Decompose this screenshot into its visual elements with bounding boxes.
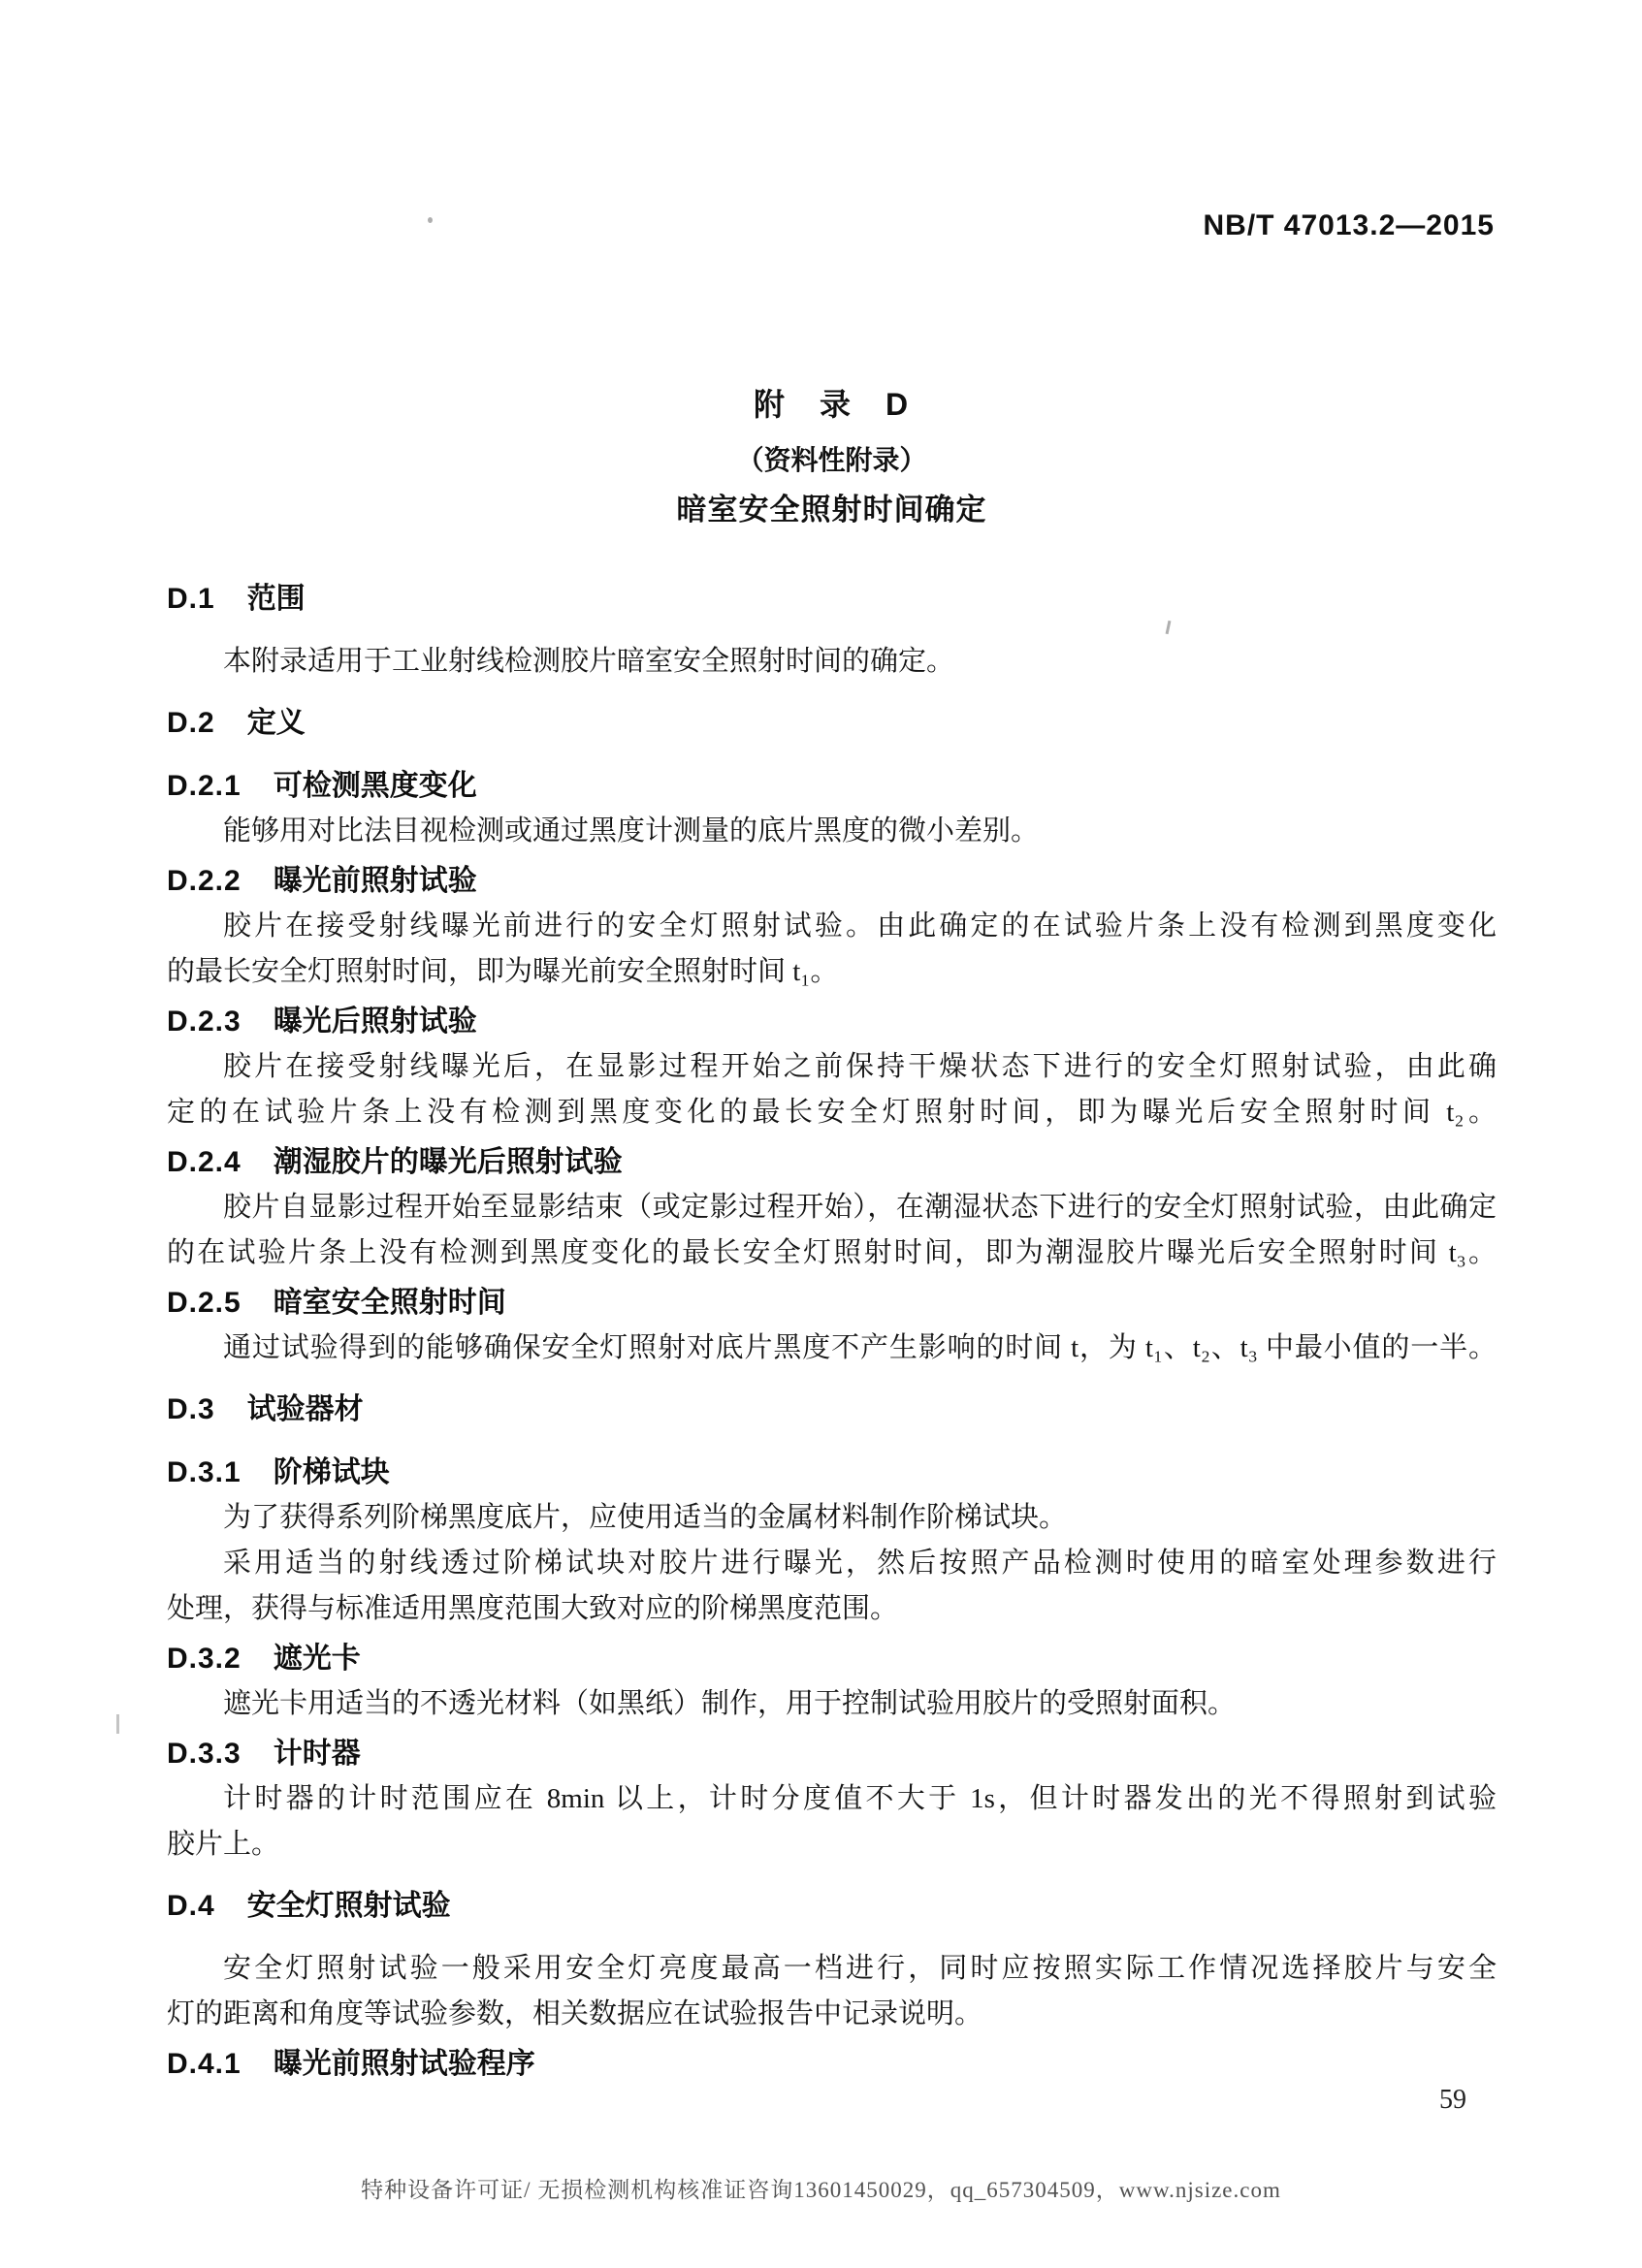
section-heading-d3: [167, 1387, 1497, 1432]
section-heading-d3-2: [167, 1636, 1497, 1681]
section-title: 暗室安全照射时间: [273, 1287, 506, 1319]
paragraph-line: 定的在试验片条上没有检测到黑度变化的最长安全灯照射时间，即为曝光后安全照射时间 t₂。: [167, 1097, 1497, 1128]
section-number: D.4: [167, 1890, 215, 1922]
paragraph-line: 的在试验片条上没有检测到黑度变化的最长安全灯照射时间，即为潮湿胶片曝光后安全照射时间 t₃。: [167, 1237, 1497, 1268]
section-number: D.2.2: [167, 865, 241, 897]
section-heading-d3-1: [167, 1450, 1497, 1495]
appendix-name: 暗室安全照射时间确定: [676, 493, 987, 527]
paragraph-line: 遮光卡用适当的不透光材料（如黑纸）制作，用于控制试验用胶片的受照射面积。: [223, 1688, 1237, 1719]
section-title: 曝光后照射试验: [273, 1006, 477, 1038]
paragraph-line: 胶片上。: [167, 1829, 280, 1860]
section-number: D.3.1: [167, 1456, 241, 1488]
section-heading-d2: [167, 700, 1497, 746]
paragraph-line: 本附录适用于工业射线检测胶片暗室安全照射时间的确定。: [223, 646, 955, 677]
section-number: D.3.3: [167, 1738, 241, 1770]
section-number: D.4.1: [167, 2048, 241, 2080]
section-heading-d2-4: [167, 1139, 1497, 1185]
section-number: D.2: [167, 707, 215, 739]
section-heading-d2-3: [167, 999, 1497, 1044]
standard-number: NB/T 47013.2—2015: [1203, 209, 1495, 241]
paragraph-line: 的最长安全灯照射时间，即为曝光前安全照射时间 t₁。: [167, 956, 839, 987]
section-title: 曝光前照射试验程序: [273, 2048, 535, 2080]
section-title: 阶梯试块: [273, 1456, 390, 1488]
paragraph-line: 灯的距离和角度等试验参数，相关数据应在试验报告中记录说明。: [167, 1998, 983, 2029]
appendix-title-block: [167, 388, 1497, 526]
appendix-title: 附 录 D: [753, 387, 911, 422]
section-title: 安全灯照射试验: [246, 1890, 451, 1922]
paragraph-line: 计时器的计时范围应在 8min 以上，计时分度值不大于 1s，但计时器发出的光不得照射到试验: [223, 1783, 1497, 1814]
section-number: D.2.4: [167, 1146, 241, 1178]
section-title: 计时器: [273, 1738, 361, 1770]
paragraph-line: 为了获得系列阶梯黑度底片，应使用适当的金属材料制作阶梯试块。: [223, 1502, 1068, 1533]
appendix-subtitle: （资料性附录）: [736, 445, 927, 475]
paragraph-line: 胶片在接受射线曝光前进行的安全灯照射试验。由此确定的在试验片条上没有检测到黑度变化: [223, 910, 1497, 942]
section-title: 曝光前照射试验: [273, 865, 477, 897]
section-heading-d3-3: [167, 1731, 1497, 1776]
paragraph-line: 胶片在接受射线曝光后，在显影过程开始之前保持干燥状态下进行的安全灯照射试验，由此确: [223, 1051, 1497, 1082]
section-title: 定义: [246, 707, 306, 739]
section-title: 潮湿胶片的曝光后照射试验: [273, 1146, 623, 1178]
section-number: D.1: [167, 583, 215, 615]
section-heading-d2-1: [167, 763, 1497, 809]
section-number: D.2.1: [167, 770, 241, 802]
footer-watermark: 特种设备许可证/ 无损检测机构核准证咨询13601450029，qq_657304509，www.njsize.com: [361, 2178, 1281, 2202]
paragraph-line: 处理，获得与标准适用黑度范围大致对应的阶梯黑度范围。: [167, 1593, 899, 1624]
section-title: 遮光卡: [273, 1643, 361, 1675]
paragraph-line: 通过试验得到的能够确保安全灯照射对底片黑度不产生影响的时间 t，为 t₁、t₂、t₃ 中最小值的一半。: [223, 1332, 1497, 1363]
section-heading-d1: [167, 576, 1497, 622]
section-heading-d2-2: [167, 858, 1497, 904]
section-number: D.3.2: [167, 1643, 241, 1675]
paragraph-line: 安全灯照射试验一般采用安全灯亮度最高一档进行，同时应按照实际工作情况选择胶片与安全: [223, 1953, 1497, 1984]
section-number: D.2.3: [167, 1006, 241, 1038]
section-heading-d2-5: [167, 1280, 1497, 1326]
section-title: 试验器材: [246, 1393, 364, 1425]
section-title: 范围: [246, 583, 306, 615]
section-number: D.3: [167, 1393, 215, 1425]
document-body: [167, 560, 1497, 2087]
scan-artifact: [428, 217, 433, 223]
paragraph-line: 能够用对比法目视检测或通过黑度计测量的底片黑度的微小差别。: [223, 815, 1040, 847]
paragraph-line: 胶片自显影过程开始至显影结束（或定影过程开始），在潮湿状态下进行的安全灯照射试验，由此确定: [223, 1192, 1497, 1223]
page-number: 59: [1439, 2085, 1466, 2115]
scan-artifact: [116, 1714, 119, 1734]
section-title: 可检测黑度变化: [273, 770, 477, 802]
section-heading-d4-1: [167, 2041, 1497, 2087]
paragraph-line: 采用适当的射线透过阶梯试块对胶片进行曝光，然后按照产品检测时使用的暗室处理参数进行: [223, 1548, 1497, 1579]
section-heading-d4: [167, 1883, 1497, 1929]
section-number: D.2.5: [167, 1287, 241, 1319]
